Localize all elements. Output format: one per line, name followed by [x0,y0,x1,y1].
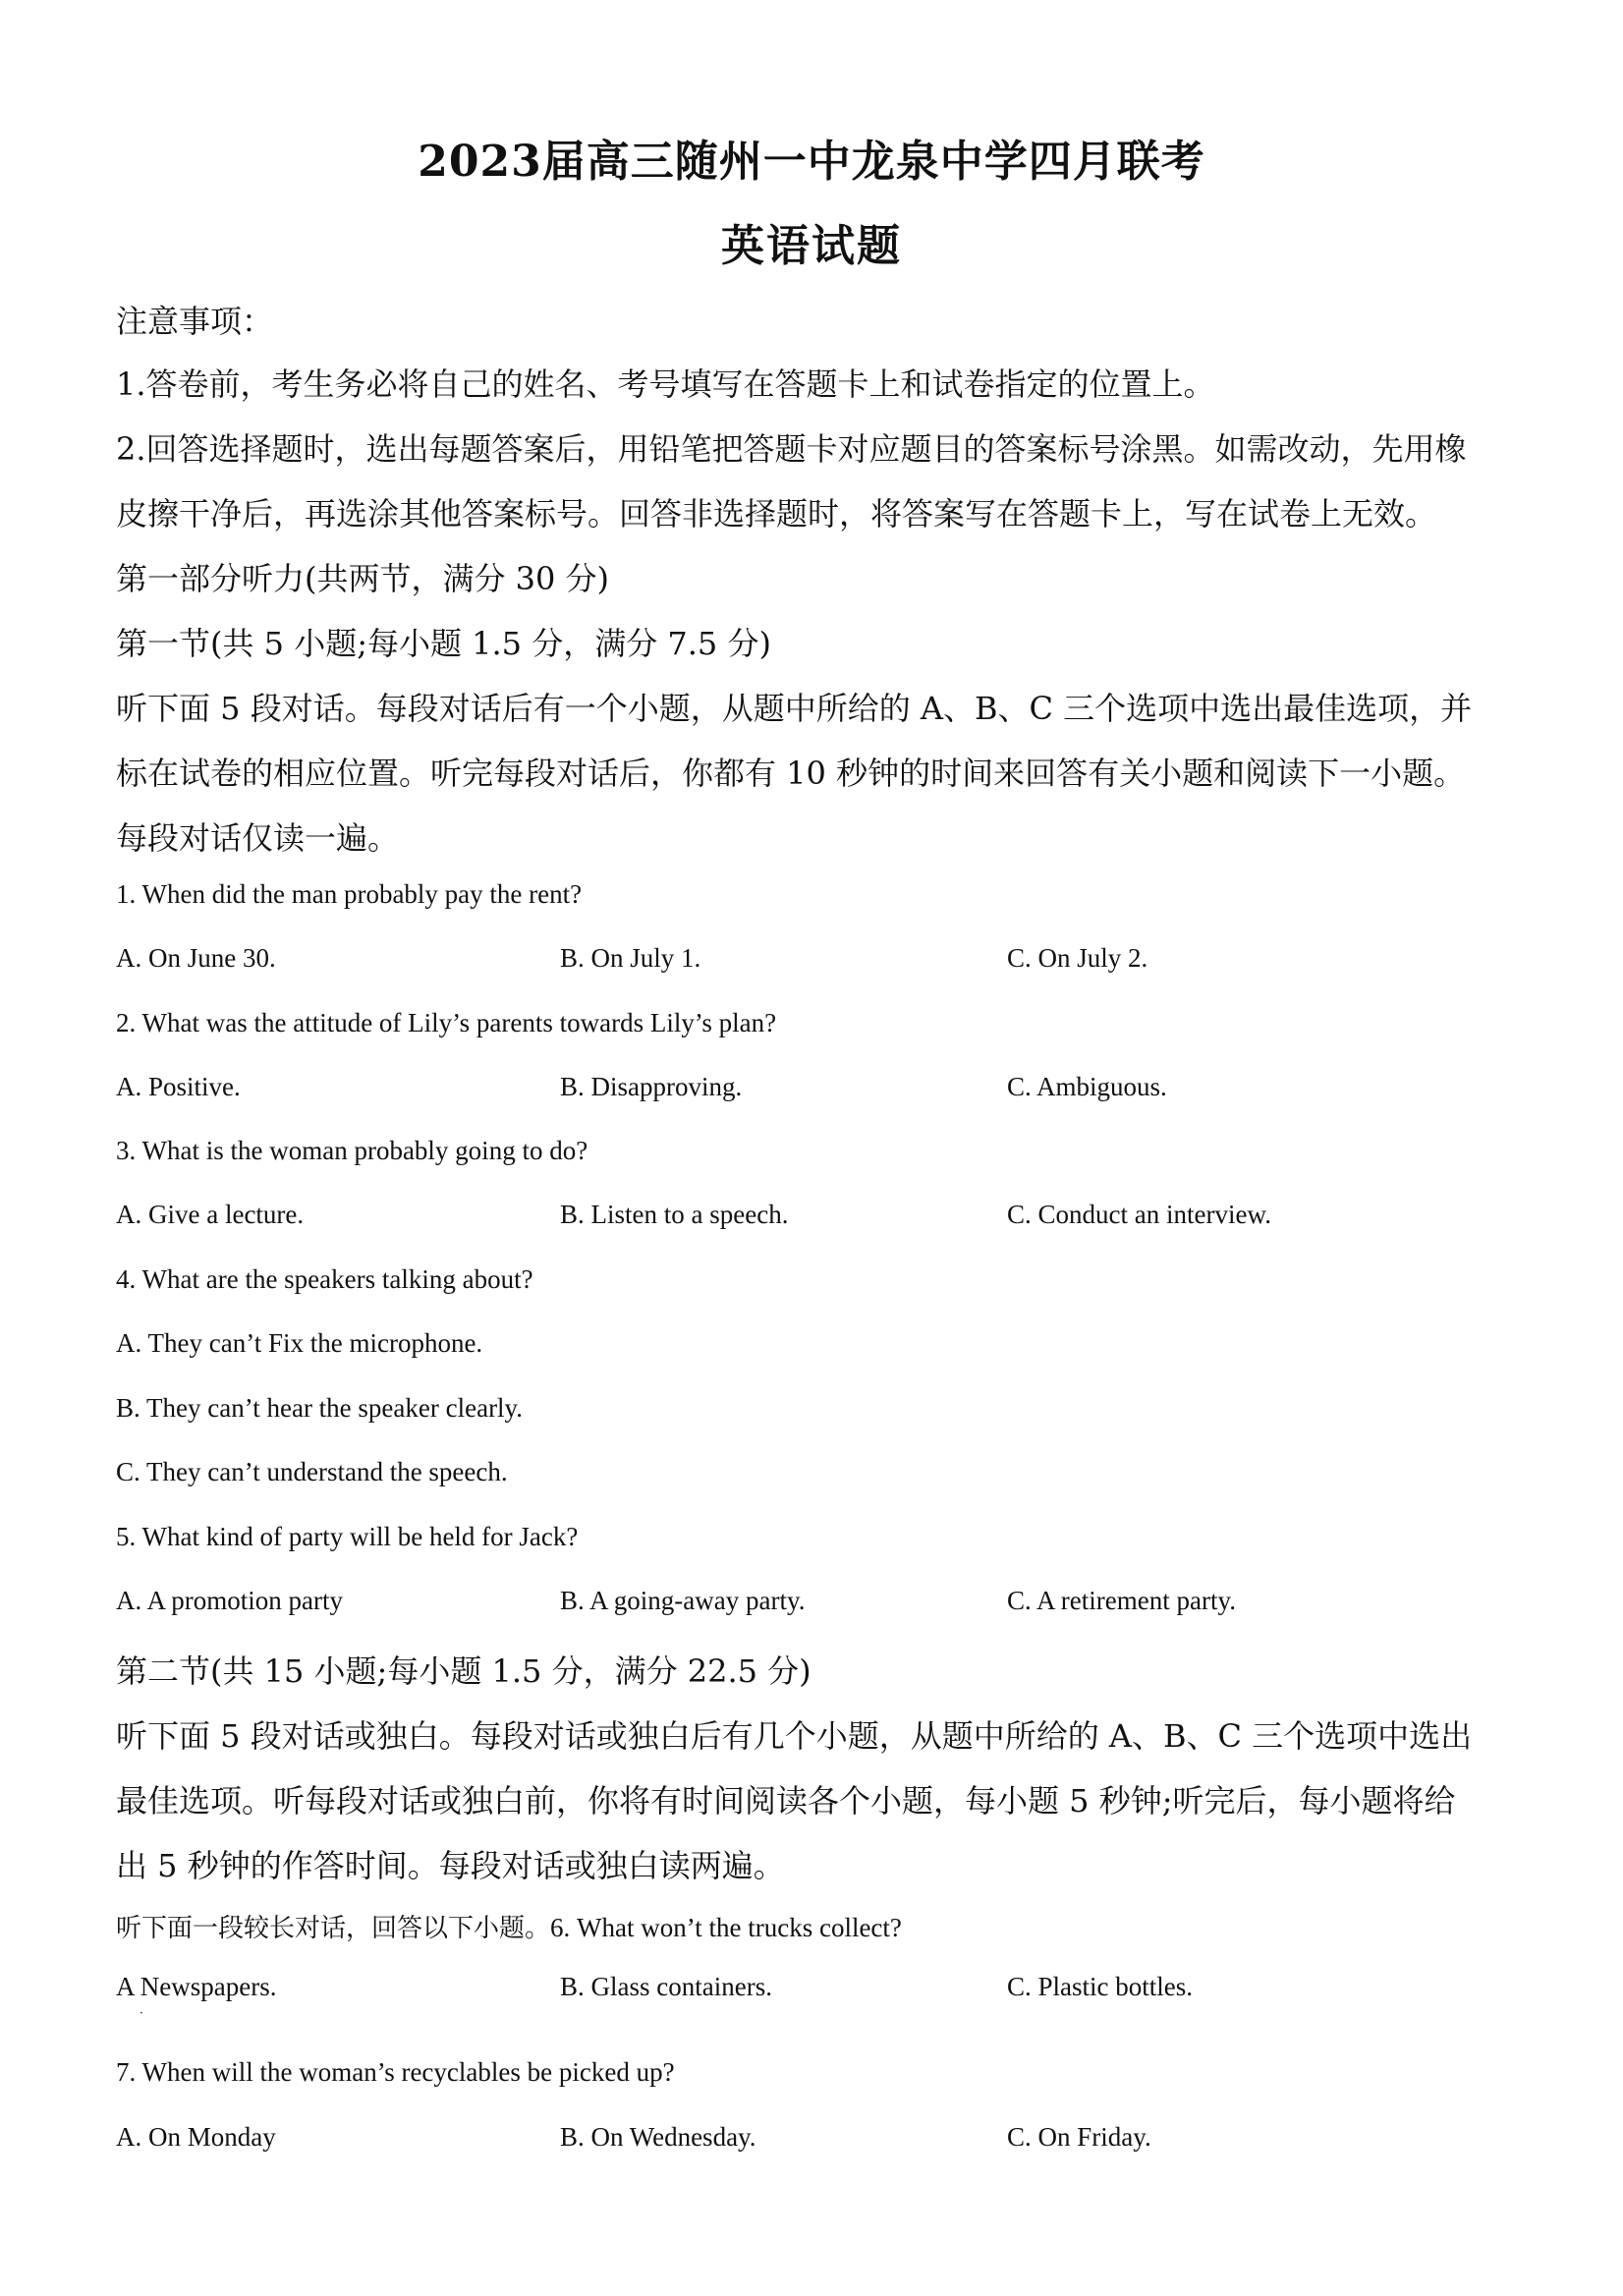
question-6-stem: 6. What won’t the trucks collect? [550,1913,902,1942]
question-2-option-b: B. Disapproving. [560,1072,743,1101]
question-4-option-c: C. They can’t understand the speech. [116,1457,508,1486]
question-6-option-a: A Newspapers. [116,1972,277,2001]
question-4-stem: 4. What are the speakers talking about? [116,1264,533,1294]
notice-heading: 注意事项： [116,303,274,340]
question-5-option-c: C. A retirement party. [1007,1586,1236,1615]
question-7-option-b: B. On Wednesday. [560,2122,756,2152]
notice-item-2-line-1: 2.回答选择题时，选出每题答案后，用铅笔把答题卡对应题目的答案标号涂黑。如需改动，先用橡 [116,430,1467,468]
section2-instructions-line-2: 最佳选项。听每段对话或独白前，你将有时间阅读各个小题，每小题 5 秒钟;听完后，每小题将给 [116,1782,1456,1820]
section1-instructions-line-2: 标在试卷的相应位置。听完每段对话后，你都有 10 秒钟的时间来回答有关小题和阅读下一小题。 [116,755,1466,792]
question-2-option-a: A. Positive. [116,1072,241,1101]
section2-instructions-line-1: 听下面 5 段对话或独白。每段对话或独白后有几个小题，从题中所给的 A、B、C 三个选项中选出 [116,1717,1473,1755]
question-6-intro: 听下面一段较长对话，回答以下小题。 [116,1914,551,1943]
question-7-option-c: C. On Friday. [1007,2122,1151,2152]
exam-subtitle: 英语试题 [721,221,902,271]
question-1-stem: 1. When did the man probably pay the rent? [116,879,583,909]
notice-item-1: 1.答卷前，考生务必将自己的姓名、考号填写在答题卡上和试卷指定的位置上。 [116,365,1215,403]
question-4-option-a: A. They can’t Fix the microphone. [116,1328,483,1358]
section2-heading: 第二节(共 15 小题;每小题 1.5 分，满分 22.5 分) [116,1652,812,1690]
question-3-option-c: C. Conduct an interview. [1007,1200,1271,1229]
question-4-option-b: B. They can’t hear the speaker clearly. [116,1393,524,1423]
question-6-option-c: C. Plastic bottles. [1007,1972,1193,2001]
question-5-option-b: B. A going-away party. [560,1586,806,1615]
stray-dot: · [140,2006,143,2020]
notice-item-2-line-2: 皮擦干净后，再选涂其他答案标号。回答非选择题时，将答案写在答题卡上，写在试卷上无效。 [116,495,1437,532]
question-5-option-a: A. A promotion party [116,1586,343,1615]
question-2-option-c: C. Ambiguous. [1007,1072,1167,1101]
question-6-option-b: B. Glass containers. [560,1972,772,2001]
question-7-stem: 7. When will the woman’s recyclables be picked up? [116,2057,675,2087]
question-1-option-a: A. On June 30. [116,943,276,973]
question-2-stem: 2. What was the attitude of Lily’s parents towards Lily’s plan? [116,1008,777,1037]
part1-heading: 第一部分听力(共两节，满分 30 分) [116,560,610,597]
question-3-option-a: A. Give a lecture. [116,1200,305,1229]
question-3-stem: 3. What is the woman probably going to do? [116,1136,588,1165]
question-1-option-c: C. On July 2. [1007,943,1148,973]
section1-heading: 第一节(共 5 小题;每小题 1.5 分，满分 7.5 分) [116,625,771,662]
question-1-option-b: B. On July 1. [560,943,701,973]
question-7-option-a: A. On Monday [116,2122,276,2152]
section2-instructions-line-3: 出 5 秒钟的作答时间。每段对话或独白读两遍。 [116,1847,785,1884]
question-5-stem: 5. What kind of party will be held for Jack? [116,1522,579,1551]
question-3-option-b: B. Listen to a speech. [560,1200,789,1229]
question-6-line [116,1908,902,1944]
section1-instructions-line-1: 听下面 5 段对话。每段对话后有一个小题，从题中所给的 A、B、C 三个选项中选出最佳选项，并 [116,690,1473,727]
section1-instructions-line-3: 每段对话仅读一遍。 [116,819,400,857]
exam-title: 2023届高三随州一中龙泉中学四月联考 [418,137,1205,187]
